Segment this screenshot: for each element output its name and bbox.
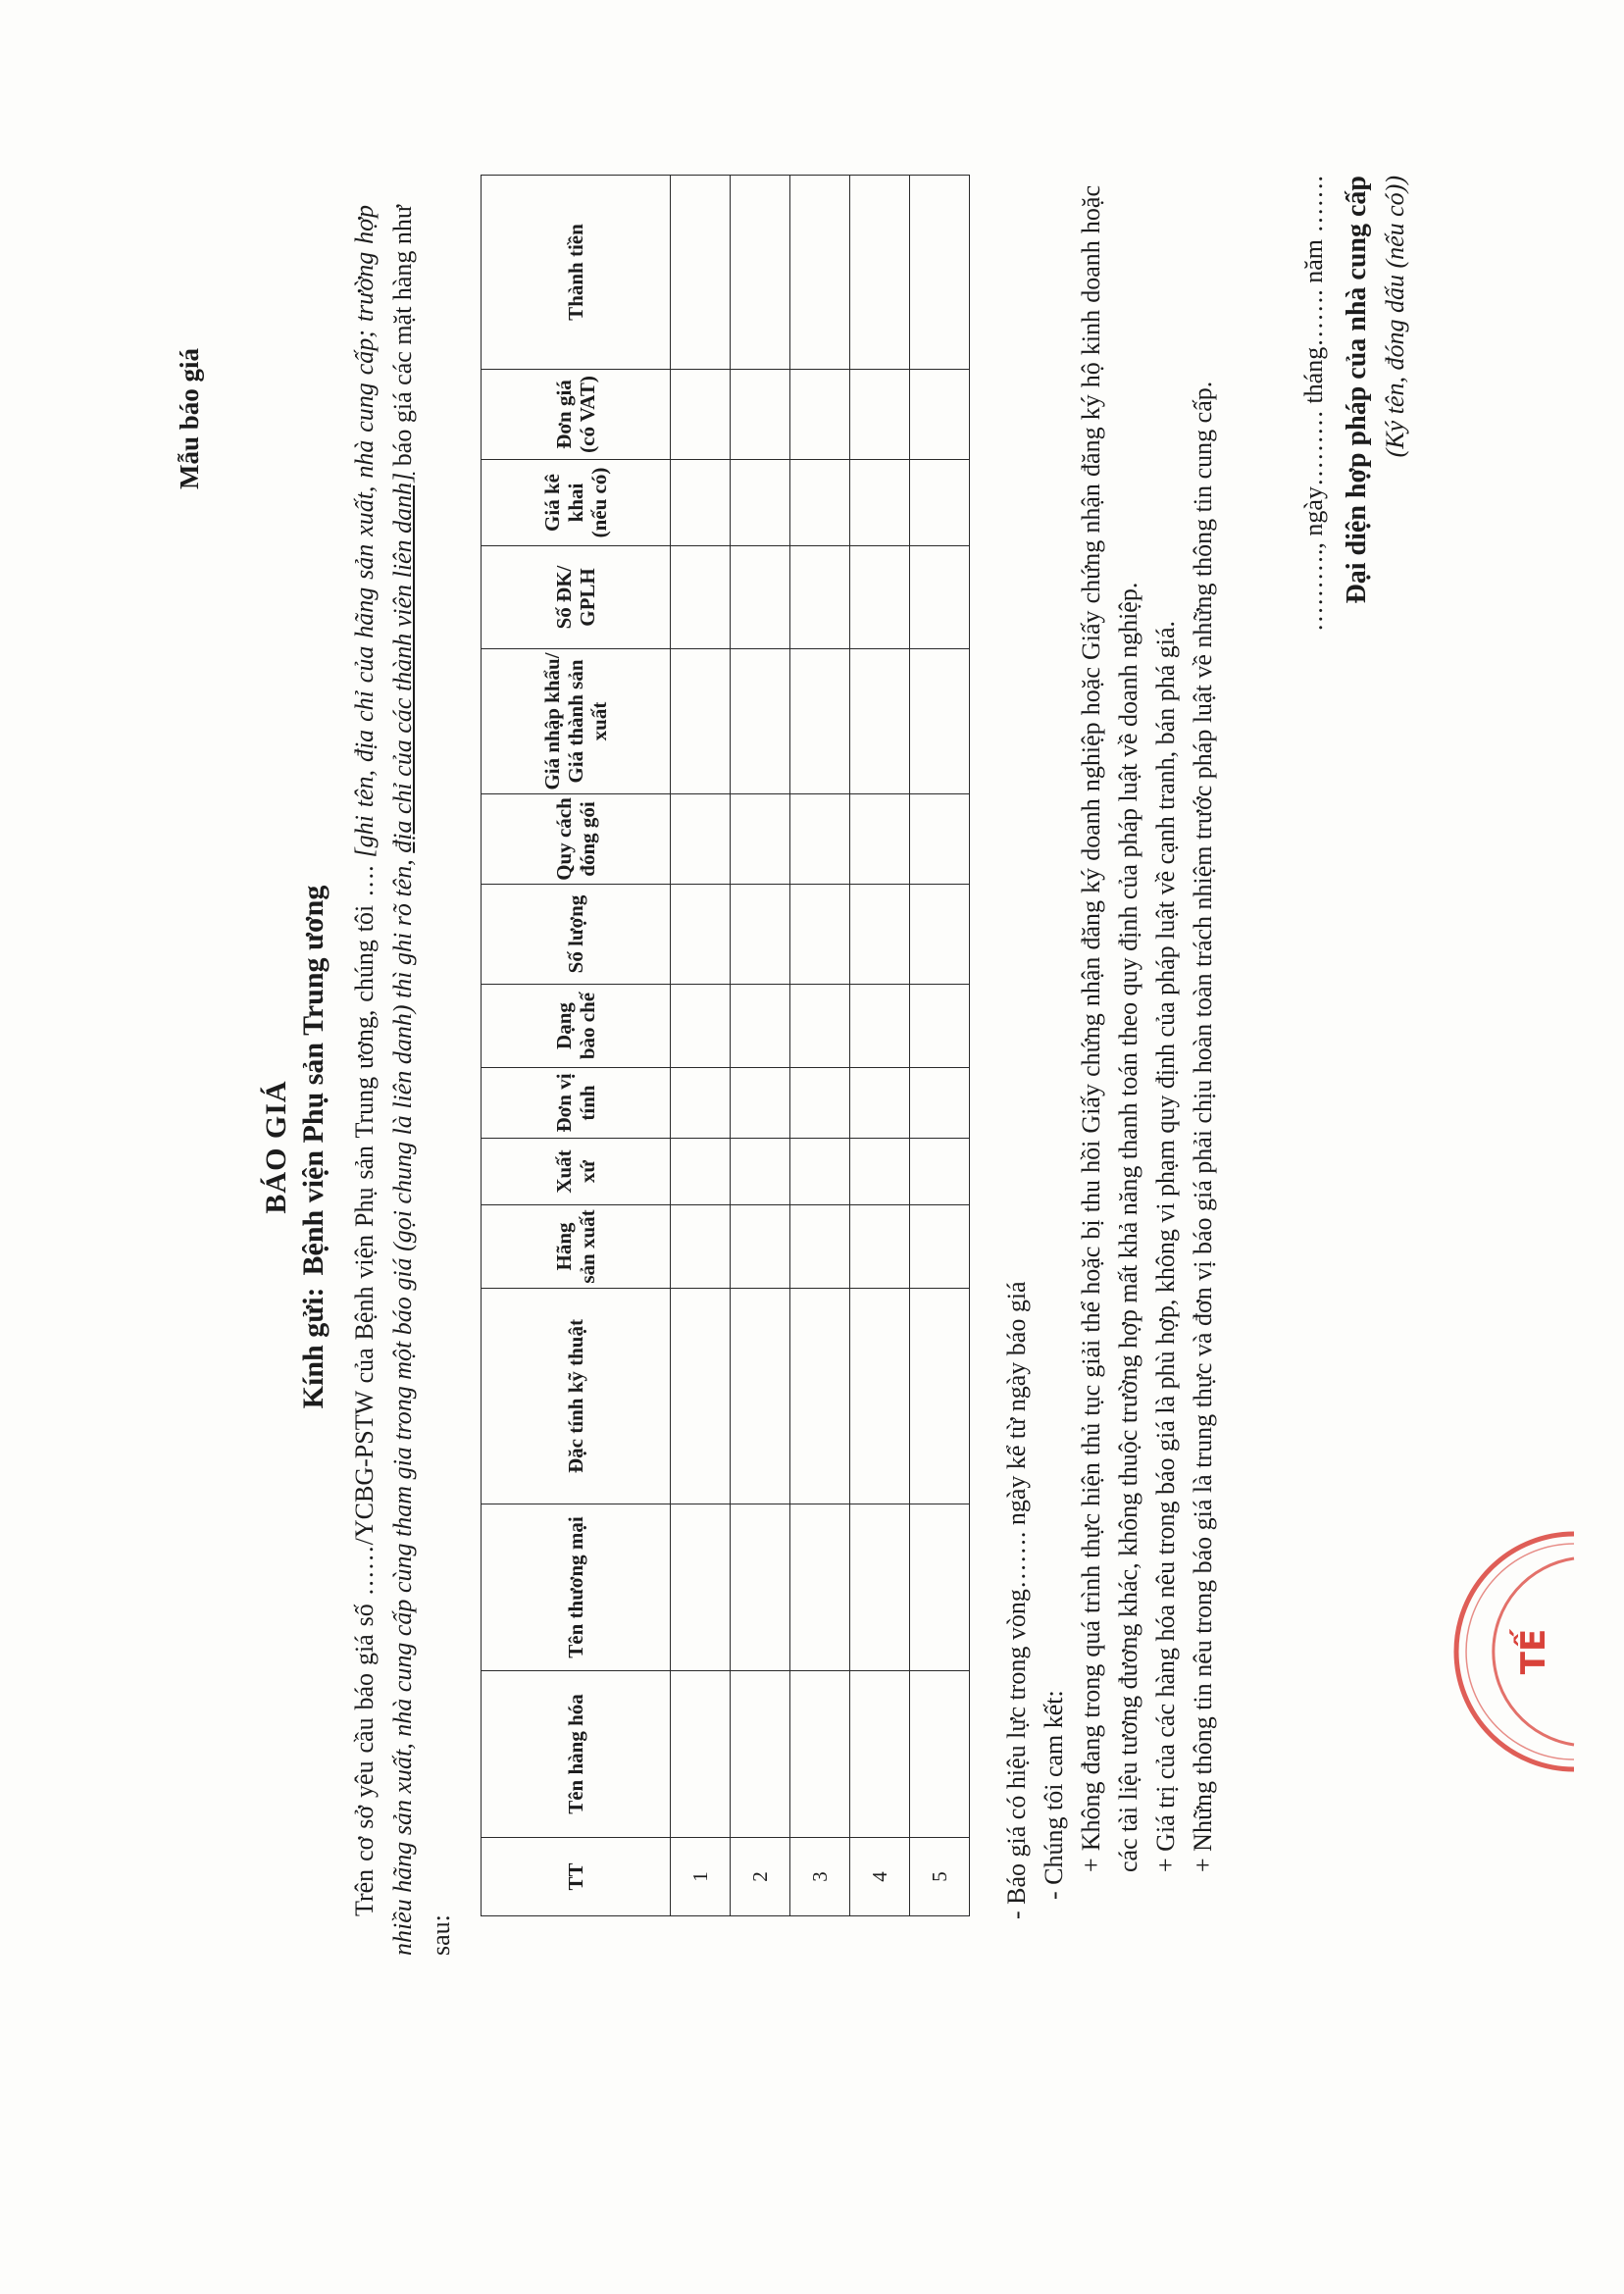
table-cell [790,176,850,370]
intro-text-4: báo giá các mặt hàng như sau: [388,204,455,1956]
table-body [671,176,970,1916]
signer-title: Đại diện hợp pháp của nhà cung cấp [1342,176,1372,604]
table-cell [671,546,731,649]
recipient-line [297,0,330,2294]
header-cell: TT [482,1838,671,1916]
table-cell [910,460,970,546]
table-cell [790,546,850,649]
header-cell: Số lượng [482,885,671,985]
table-cell [910,1671,970,1838]
row-number-cell: 1 [671,1838,731,1916]
table-cell [850,1289,910,1504]
table-cell [671,176,731,370]
table-cell [731,1671,790,1838]
table-cell [731,460,790,546]
commitment-heading: - Chúng tôi cam kết: [1040,1690,1068,1900]
table-cell [731,1139,790,1205]
table-cell [850,176,910,370]
table-cell [671,885,731,985]
table-cell [671,1671,731,1838]
table-cell [671,370,731,460]
table-row [790,176,850,1916]
sign-note: (Ký tên, đóng dấu (nếu có)) [1381,176,1409,458]
table-cell [910,176,970,370]
table-cell [850,546,910,649]
table-row [910,176,970,1916]
header-cell: Hãng sản xuất [482,1205,671,1289]
table-cell [731,649,790,794]
table-cell [910,1504,970,1671]
recipient-label: Kính gửi: [297,1287,330,1409]
table-cell [731,885,790,985]
table-cell [850,1205,910,1289]
table-row [671,176,731,1916]
row-number-cell: 2 [731,1838,790,1916]
table-header-row [482,176,671,1916]
table-cell [731,176,790,370]
table-cell [910,1068,970,1139]
table-cell [850,985,910,1068]
row-number-cell: 5 [910,1838,970,1916]
table-cell [850,649,910,794]
header-cell: Giá nhập khẩu/ Giá thành sản xuất [482,649,671,794]
table-cell [910,370,970,460]
table-cell [910,985,970,1068]
table-cell [731,1205,790,1289]
table-cell [910,1289,970,1504]
table-cell [731,794,790,885]
intro-text-1: Trên cơ sở yêu cầu báo giá số ……/YCBG-PSTW của Bệnh viện Phụ sản Trung ương, chúng tôi …. [350,857,379,1916]
table-cell [850,885,910,985]
table-row [731,176,790,1916]
header-cell: Dạng bào chế [482,985,671,1068]
recipient-name: Bệnh viện Phụ sản Trung ương [297,885,330,1276]
table-cell [790,1205,850,1289]
table-cell [850,1139,910,1205]
header-cell: Giá kê khai (nếu có) [482,460,671,546]
header-cell: Đơn vị tính [482,1068,671,1139]
quotation-table [481,175,970,1916]
header-cell: Xuất xứ [482,1139,671,1205]
intro-paragraph [345,205,460,1956]
validity-line: - Báo giá có hiệu lực trong vòng……. ngày kể từ ngày báo giá [1002,1281,1031,1919]
table-cell [731,546,790,649]
stamp-text: TẾ [1514,1628,1553,1675]
header-cell: Quy cách đóng gói [482,794,671,885]
table-row [850,176,910,1916]
table-cell [671,1289,731,1504]
table-cell [910,1139,970,1205]
table-cell [850,460,910,546]
row-number-cell: 3 [790,1838,850,1916]
table-cell [731,1504,790,1671]
table-cell [731,1068,790,1139]
table-cell [671,649,731,794]
intro-text-2: [ghi tên, địa chỉ của hãng sản xuất, nhà cung cấp; trường hợp nhiều hãng sản xuất, nhà cung cấp cùng tham gia trong một báo giá (gọi chung là liên danh) thì ghi rõ tên, [350,204,417,1956]
header-cell: Tên hàng hóa [482,1671,671,1838]
table-cell [790,985,850,1068]
table-cell [910,885,970,985]
table-cell [731,985,790,1068]
commitment-item: + Những thông tin nêu trong báo giá là trung thực và đơn vị báo giá phải chịu hoàn toàn trách nhiệm trước pháp luật về những thông tin cung cấp. [1189,381,1217,1872]
commitment-item: + Giá trị của các hàng hóa nêu trong báo giá là phù hợp, không vi phạm quy định của pháp luật về cạnh tranh, bán phá giá. [1151,620,1180,1872]
table-cell [790,370,850,460]
header-cell: Đặc tính kỹ thuật [482,1289,671,1504]
table-cell [790,1289,850,1504]
header-cell: Thành tiền [482,176,671,370]
table-cell [671,460,731,546]
table-cell [790,1504,850,1671]
table-cell [850,794,910,885]
table-cell [671,1504,731,1671]
table-cell [790,1139,850,1205]
table-cell [790,1671,850,1838]
table-cell [731,370,790,460]
form-template-note: Mẫu báo giá [175,347,204,489]
table-cell [850,1068,910,1139]
table-cell [850,1671,910,1838]
table-cell [671,985,731,1068]
intro-text-3: địa chỉ của các thành viên liên danh] [388,472,417,853]
table-cell [910,794,970,885]
table-cell [910,1205,970,1289]
header-cell: Số ĐK/ GPLH [482,546,671,649]
commitment-item: + Không đang trong quá trình thực hiện thủ tục giải thể hoặc bị thu hồi Giấy chứng nhận đăng ký doanh nghiệp hoặc Giấy chứng nhận đăng ký hộ kinh doanh hoặc các tài liệu tương đương khác, không thuộc trường hợp mất khả năng thanh toán theo quy định của pháp luật về doanh nghiệp. [1077,185,1142,1872]
header-cell: Đơn giá (có VAT) [482,370,671,460]
table-cell [850,370,910,460]
table-cell [850,1504,910,1671]
table-cell [910,649,970,794]
table-cell [790,1068,850,1139]
table-cell [731,1289,790,1504]
commitments-section [998,185,1222,1941]
table-cell [671,1139,731,1205]
table-cell [790,885,850,985]
table-cell [671,1205,731,1289]
table-cell [790,649,850,794]
table-cell [671,794,731,885]
table-cell [910,546,970,649]
date-line: ………., ngày……… tháng……. năm ……. [1299,176,1328,633]
table-cell [671,1068,731,1139]
table-cell [790,460,850,546]
table-cell [790,794,850,885]
header-cell: Tên thương mại [482,1504,671,1671]
document-title: BÁO GIÁ [260,1080,292,1214]
red-stamp-mark [1363,1504,1579,1799]
row-number-cell: 4 [850,1838,910,1916]
